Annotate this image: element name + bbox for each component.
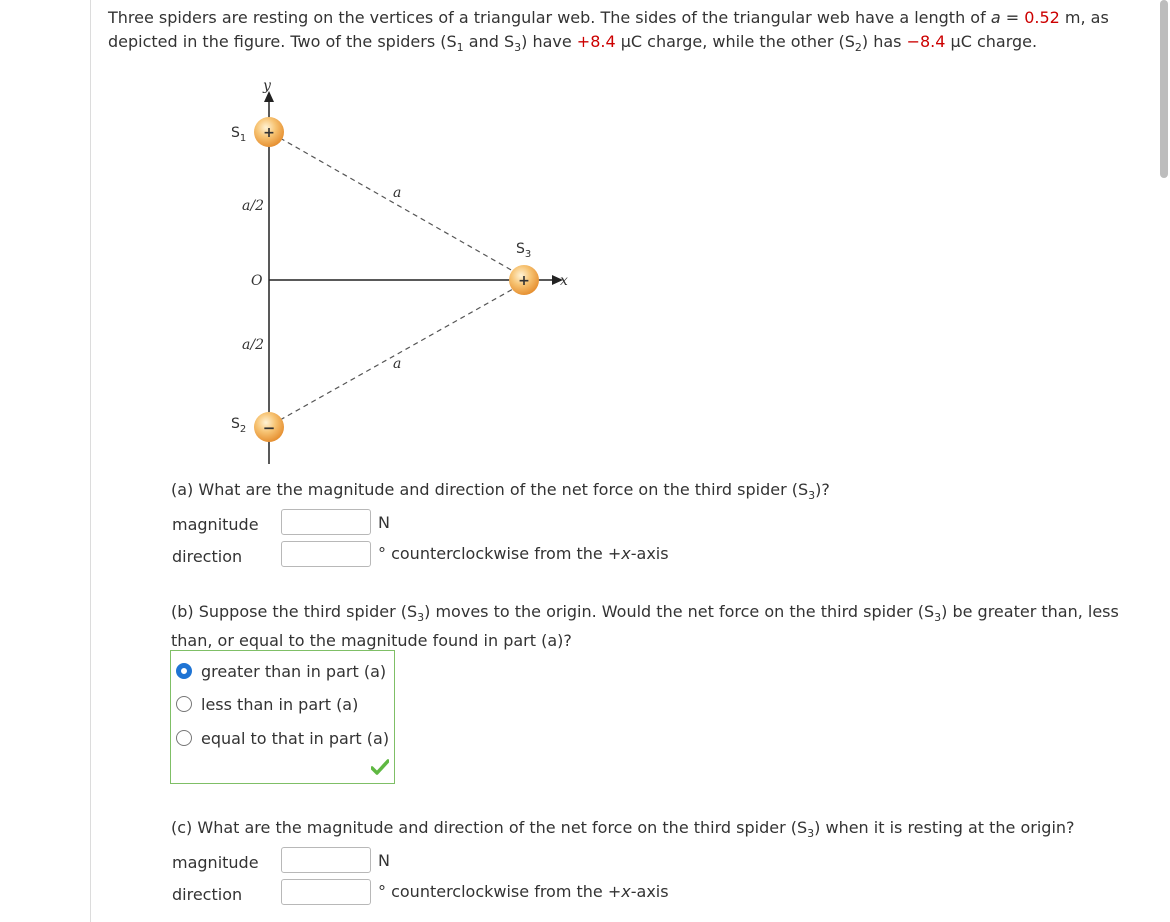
origin-label: O — [251, 273, 263, 289]
part-a-magnitude-label: magnitude — [172, 515, 259, 534]
triangle-web-figure — [200, 70, 620, 470]
content-border — [90, 0, 91, 922]
part-c-question: (c) What are the magnitude and direction of the net force on the third spider $(S_3)$ when it is resting at the origin? — [171, 818, 1075, 840]
choice-less[interactable]: less than in part (a) — [176, 693, 358, 715]
part-c-direction-unit: ° counterclockwise from the +x-axis — [378, 882, 669, 901]
side-s1-s3 — [280, 138, 513, 271]
radio-less[interactable] — [176, 696, 192, 712]
part-b-choices — [170, 650, 395, 784]
choice-greater[interactable]: greater than in part (a) — [176, 660, 386, 682]
positive-charge-value: +8.4 — [576, 32, 616, 51]
part-a-magnitude-unit: N — [378, 513, 390, 532]
choice-equal[interactable]: equal to that in part (a) — [176, 727, 389, 749]
s2-label: $S_2$ — [231, 416, 247, 435]
x-axis-label: x — [560, 273, 568, 289]
side-s2-s3 — [280, 289, 513, 420]
s1-label: $S_1$ — [231, 125, 247, 144]
part-b-question: (b) Suppose the third spider $(S_3)$ moves to the origin. Would the net force on the third spider $(S_3)$ be greater than, less than, or equal to the magnitude found in part (a)? — [171, 602, 1119, 650]
s2-sign: − — [262, 419, 276, 437]
part-c-magnitude-input[interactable] — [281, 847, 371, 873]
part-c-magnitude-unit: N — [378, 851, 390, 870]
problem-statement: Three spiders are resting on the vertices of a triangular web. The sides of the triangular web have a length of a = 0.52 m, as depicted in the figure. Two of the spiders ($S_1$ and $S_3$) have +8.4 μC charge, while the other $(S_2)$ has −8.4 μC charge. — [108, 8, 1109, 54]
s1-sign: + — [263, 125, 275, 141]
part-a-question: (a) What are the magnitude and direction of the net force on the third spider $(S_3)$? — [171, 480, 830, 502]
part-a-magnitude-input[interactable] — [281, 509, 371, 535]
correct-check-icon — [371, 759, 389, 775]
part-c-magnitude-label: magnitude — [172, 853, 259, 872]
s3-label: $S_3$ — [516, 241, 532, 260]
scrollbar[interactable] — [1158, 0, 1170, 922]
side-length-value: 0.52 — [1024, 8, 1060, 27]
part-a-direction-label: direction — [172, 547, 243, 566]
scrollbar-thumb[interactable] — [1160, 0, 1168, 178]
s3-sign: + — [518, 273, 530, 289]
radio-greater-selected[interactable] — [176, 663, 192, 679]
half-side-bottom-label: a/2 — [242, 337, 264, 353]
side-top-label: a — [393, 185, 402, 201]
radio-equal[interactable] — [176, 730, 192, 746]
part-a-direction-unit: ° counterclockwise from the +x-axis — [378, 544, 669, 563]
part-c-direction-input[interactable] — [281, 879, 371, 905]
negative-charge-value: −8.4 — [906, 32, 946, 51]
part-c-direction-label: direction — [172, 885, 243, 904]
y-axis-label: y — [263, 78, 271, 94]
part-a-direction-input[interactable] — [281, 541, 371, 567]
half-side-top-label: a/2 — [242, 198, 264, 214]
side-bottom-label: a — [393, 356, 402, 372]
